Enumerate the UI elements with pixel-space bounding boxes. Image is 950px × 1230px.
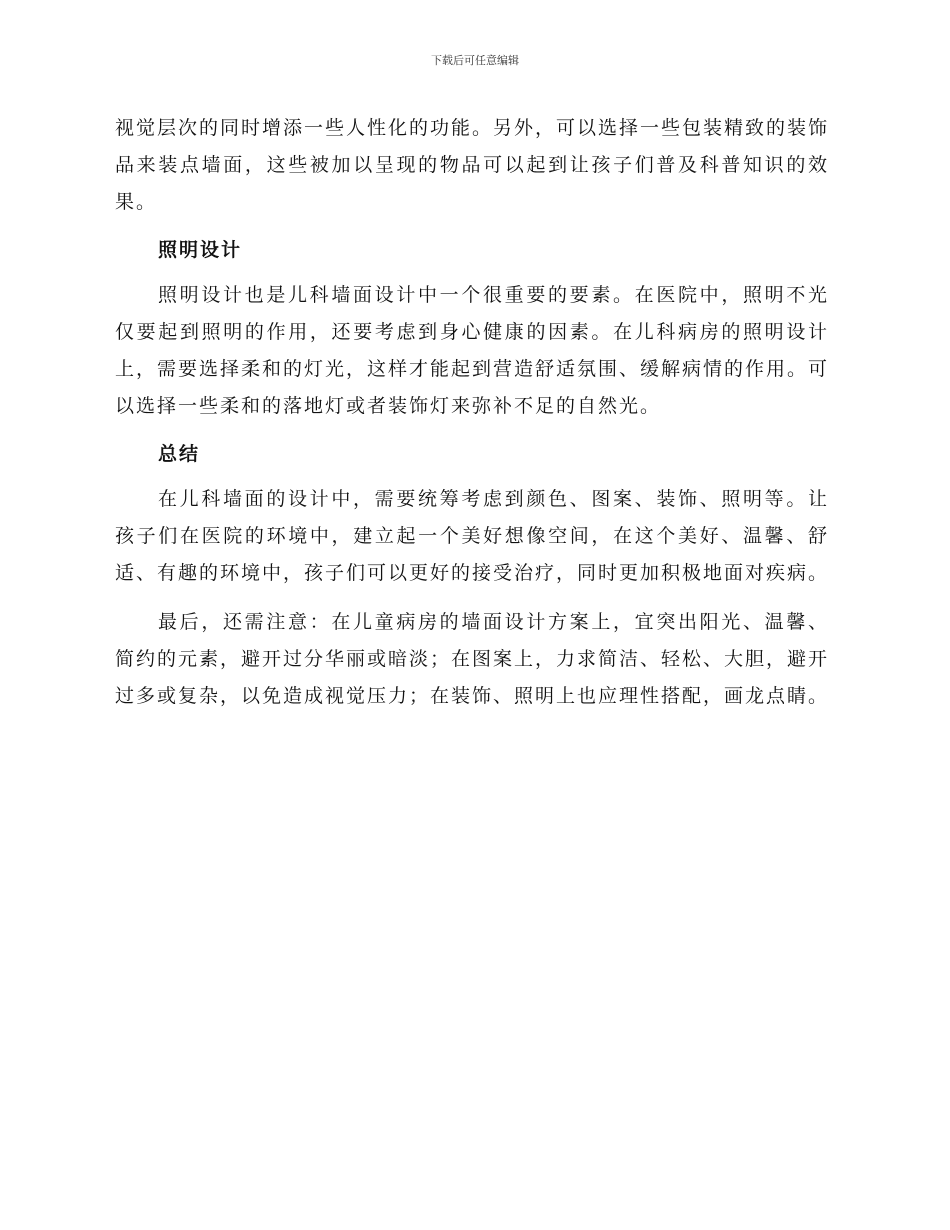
paragraph-intro: 视觉层次的同时增添一些人性化的功能。另外，可以选择一些包装精致的装饰品来装点墙面，这些被加以呈现的物品可以起到让孩子们普及科普知识的效果。	[115, 117, 830, 213]
page-header: 下载后可任意编辑	[431, 54, 519, 67]
paragraph-summary: 在儿科墙面的设计中，需要统筹考虑到颜色、图案、装饰、照明等。让孩子们在医院的环境中，建立起一个美好想像空间，在这个美好、温馨、舒适、有趣的环境中，孩子们可以更好的接受治疗，同时更加积极地面对疾病。	[115, 488, 830, 584]
heading-lighting-design: 照明设计	[158, 239, 243, 261]
heading-summary: 总结	[158, 443, 201, 465]
document-body	[115, 110, 829, 727]
paragraph-lighting: 照明设计也是儿科墙面设计中一个很重要的要素。在医院中，照明不光仅要起到照明的作用，还要考虑到身心健康的因素。在儿科病房的照明设计上，需要选择柔和的灯光，这样才能起到营造舒适氛围、缓解病情的作用。可以选择一些柔和的落地灯或者装饰灯来弥补不足的自然光。	[115, 284, 830, 417]
paragraph-final: 最后，还需注意：在儿童病房的墙面设计方案上，宜突出阳光、温馨、简约的元素，避开过分华丽或暗淡；在图案上，力求简洁、轻松、大胆，避开过多或复杂，以免造成视觉压力；在装饰、照明上也应理性搭配，画龙点睛。	[115, 611, 830, 707]
